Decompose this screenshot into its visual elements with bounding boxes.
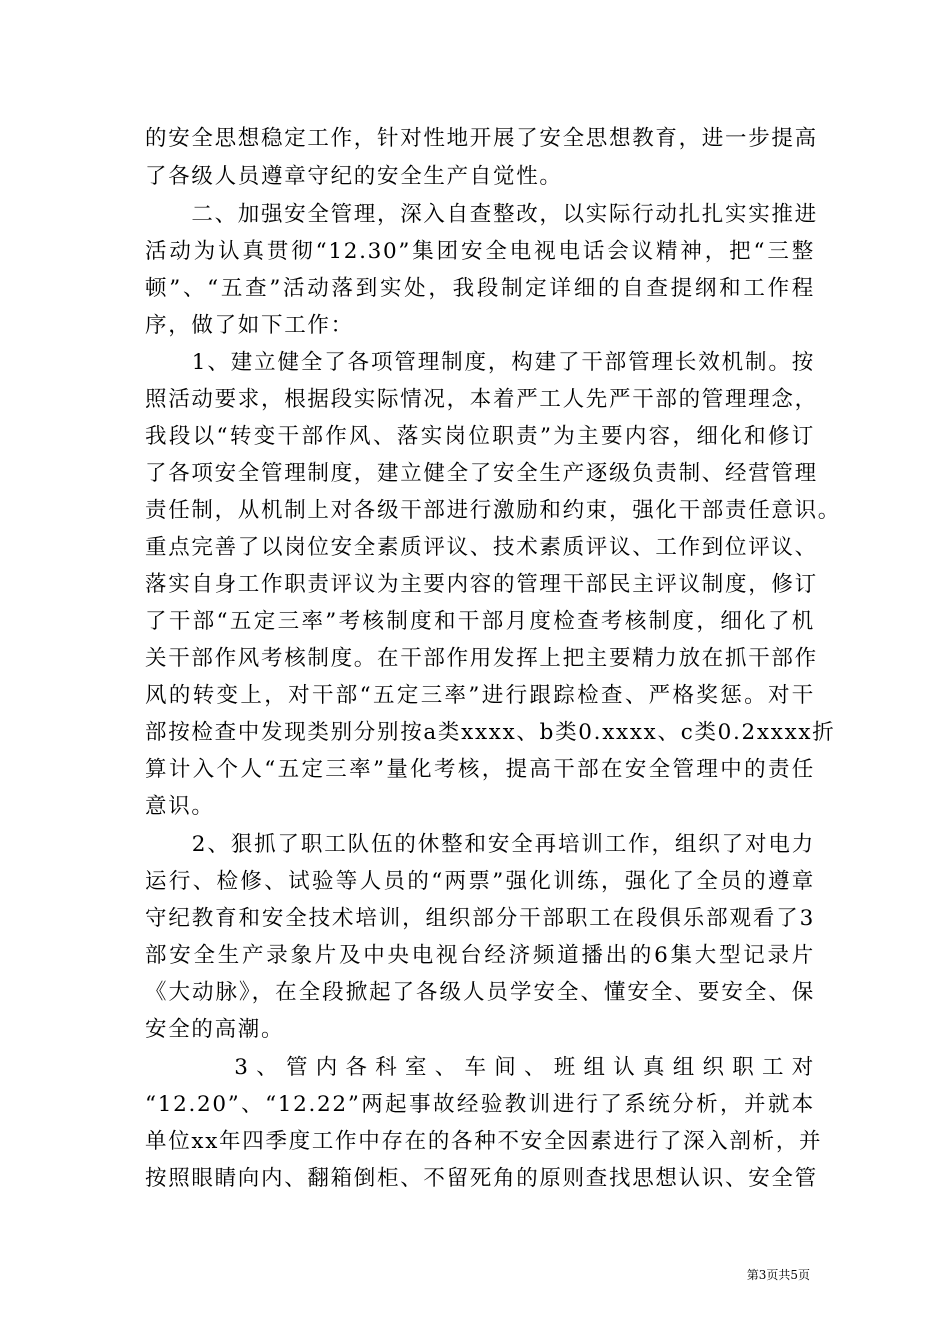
text-line: 守纪教育和安全技术培训，组织部分干部职工在段俱乐部观看了3 (145, 906, 815, 931)
text-line: 3、管内各科室、车间、班组认真组织职工对 (145, 1055, 815, 1080)
text-line: 意识。 (145, 794, 215, 819)
text-line: 序，做了如下工作： (145, 313, 354, 338)
text-line: 算计入个人“五定三率”量化考核，提高干部在安全管理中的责任 (145, 757, 815, 782)
page-number: 第3页共5页 (746, 1268, 810, 1282)
text-line: 责任制，从机制上对各级干部进行激励和约束，强化干部责任意识。 (145, 498, 842, 523)
text-line: “12.20”、“12.22”两起事故经验教训进行了系统分析，并就本 (145, 1092, 815, 1117)
text-line: 部按检查中发现类别分别按a类xxxx、b类0.xxxx、c类0.2xxxx折 (145, 720, 836, 745)
text-line: 按照眼睛向内、翻箱倒柜、不留死角的原则查找思想认识、安全管 (145, 1166, 818, 1191)
text-line: 《大动脉》，在全段掀起了各级人员学安全、懂安全、要安全、保 (145, 980, 815, 1005)
text-line: 了各项安全管理制度，建立健全了安全生产逐级负责制、经营管理 (145, 461, 818, 486)
text-line: 的安全思想稳定工作，针对性地开展了安全思想教育，进一步提高 (145, 126, 818, 151)
text-line: 重点完善了以岗位安全素质评议、技术素质评议、工作到位评议、 (145, 535, 818, 560)
text-line: 1、建立健全了各项管理制度，构建了干部管理长效机制。按 (145, 350, 815, 375)
text-line: 照活动要求，根据段实际情况，本着严工人先严干部的管理理念， (145, 387, 818, 412)
text-line: 安全的高潮。 (145, 1017, 285, 1042)
text-line: 顿”、“五查”活动落到实处，我段制定详细的自查提纲和工作程 (145, 276, 815, 301)
text-line: 落实自身工作职责评议为主要内容的管理干部民主评议制度，修订 (145, 572, 818, 597)
text-line: 了干部“五定三率”考核制度和干部月度检查考核制度，细化了机 (145, 609, 815, 634)
text-line: 了各级人员遵章守纪的安全生产自觉性。 (145, 164, 563, 189)
text-line: 关干部作风考核制度。在干部作用发挥上把主要精力放在抓干部作 (145, 646, 818, 671)
text-line: 风的转变上，对干部“五定三率”进行跟踪检查、严格奖惩。对干 (145, 683, 815, 708)
text-line: 单位xx年四季度工作中存在的各种不安全因素进行了深入剖析，并 (145, 1129, 823, 1154)
text-line: 运行、检修、试验等人员的“两票”强化训练，强化了全员的遵章 (145, 869, 815, 894)
text-line: 部安全生产录象片及中央电视台经济频道播出的6集大型记录片 (145, 943, 815, 968)
text-line: 2、狠抓了职工队伍的休整和安全再培训工作，组织了对电力 (145, 832, 815, 857)
text-line: 活动为认真贯彻“12.30”集团安全电视电话会议精神，把“三整 (145, 239, 815, 264)
text-line: 二、加强安全管理，深入自查整改，以实际行动扎扎实实推进 (145, 202, 818, 227)
text-line: 我段以“转变干部作风、落实岗位职责”为主要内容，细化和修订 (145, 424, 815, 449)
